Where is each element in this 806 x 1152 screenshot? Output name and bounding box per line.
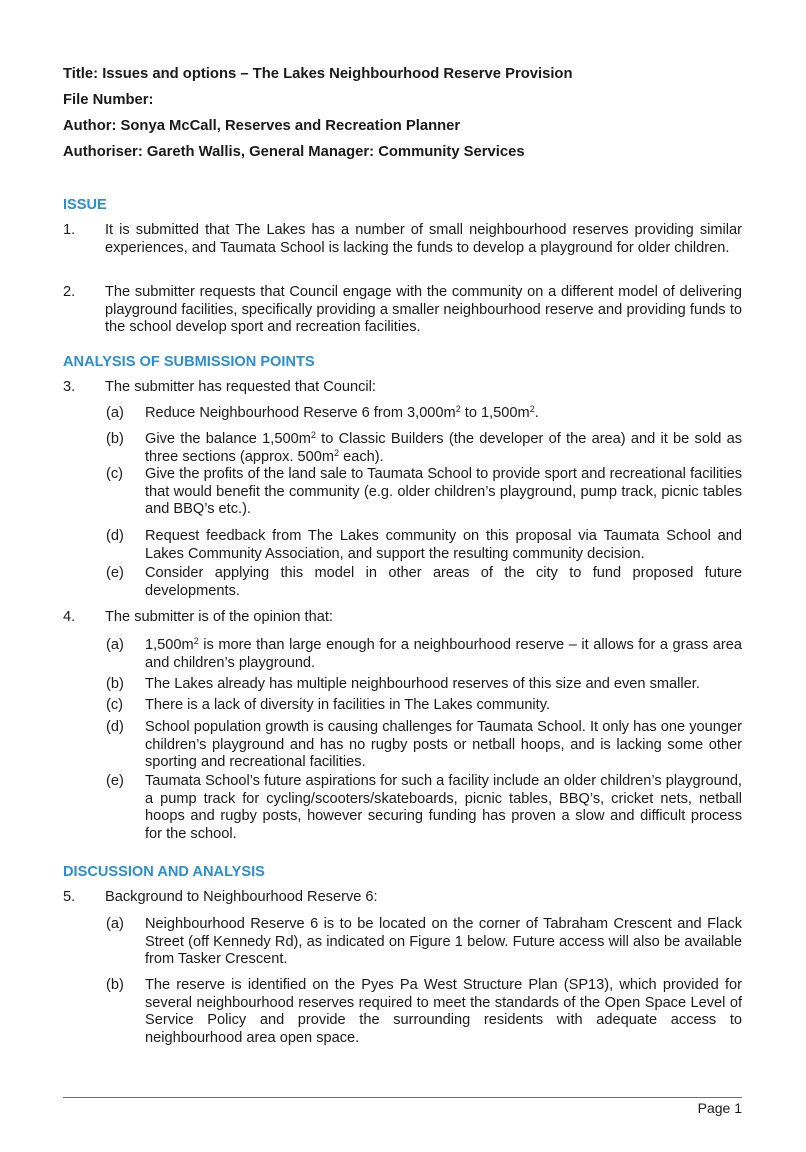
page-number: Page 1: [697, 1100, 742, 1116]
superscript: 2: [529, 404, 535, 414]
item-text: The submitter is of the opinion that:: [105, 609, 333, 625]
sub-text: Taumata School’s future aspirations for such a facility include an older children’s playground, a pump track for cycling/scooters/skateboards, picnic tables, BBQ’s, cricket nets, netball hoops and rugby posts, however securing funding has proven a slow and difficult process for the school.: [145, 773, 742, 842]
item-number: 4.: [63, 609, 76, 625]
file-number: File Number:: [63, 92, 154, 108]
sub-text: Neighbourhood Reserve 6 is to be located on the corner of Tabraham Crescent and Flack Street (off Kennedy Rd), as indicated on Figure 1 below. Future access will also be available from Tasker Crescent.: [145, 916, 742, 967]
sub-text: Request feedback from The Lakes community on this proposal via Taumata School and Lakes Community Association, and support the resulting community decision.: [145, 528, 742, 562]
item-text: The submitter has requested that Council:: [105, 379, 376, 395]
sub-label: (b): [106, 977, 124, 993]
footer-divider: [63, 1097, 742, 1098]
sub-text: Give the balance $1,500m^2$ to Classic Builders (the developer of the area) and it be sold as three sections (approx. $500m^2$ each).: [145, 430, 742, 465]
sub-label: (c): [106, 466, 124, 482]
item-number: 3.: [63, 379, 76, 395]
section-heading-analysis: ANALYSIS OF SUBMISSION POINTS: [63, 354, 315, 370]
superscript: 2: [310, 430, 316, 440]
superscript: 2: [455, 404, 461, 414]
sub-label: (d): [106, 719, 124, 735]
superscript: 2: [334, 447, 340, 458]
item-number: 2.: [63, 284, 76, 300]
item-number: 1.: [63, 222, 76, 238]
sub-label: (a): [106, 916, 124, 932]
sub-label: (b): [106, 676, 124, 692]
superscript: 2: [193, 636, 199, 646]
sub-label: (a): [106, 405, 124, 421]
item-text: The submitter requests that Council engage with the community on a different model of delivering playground facilities, specifically providing a smaller neighbourhood reserve and providing funds to the school develop sport and recreation facilities.: [105, 284, 742, 335]
section-heading-discussion: DISCUSSION AND ANALYSIS: [63, 864, 265, 880]
sub-text: School population growth is causing challenges for Taumata School. It only has one younger children’s playground and has no rugby posts or netball hoops, and is lacking some other sporting and recreational facilities.: [145, 719, 742, 770]
report-title: Title: Issues and options – The Lakes Neighbourhood Reserve Provision: [63, 66, 573, 82]
sub-label: (d): [106, 528, 124, 544]
sub-text: Give the profits of the land sale to Taumata School to provide sport and recreational facilities that would benefit the community (e.g. older children’s playground, pump track, picnic tables and BBQ’s etc.).: [145, 466, 742, 517]
section-heading-issue: ISSUE: [63, 197, 107, 213]
sub-text: $1,500m^2$ is more than large enough for a neighbourhood reserve – it allows for a grass area and children’s playground.: [145, 636, 742, 671]
sub-text: Reduce Neighbourhood Reserve 6 from $3,000m^2$ to $1,500m^2$.: [145, 404, 539, 421]
sub-label: (e): [106, 773, 124, 789]
sub-label: (e): [106, 565, 124, 581]
sub-label: (c): [106, 697, 124, 713]
sub-label: (b): [106, 431, 124, 447]
author-line: Author: Sonya McCall, Reserves and Recreation Planner: [63, 118, 461, 134]
authoriser-line: Authoriser: Gareth Wallis, General Manager: Community Services: [63, 144, 525, 160]
item-text: Background to Neighbourhood Reserve 6:: [105, 889, 378, 905]
sub-text: There is a lack of diversity in facilities in The Lakes community.: [145, 697, 550, 713]
sub-label: (a): [106, 637, 124, 653]
item-number: 5.: [63, 889, 76, 905]
sub-text: The Lakes already has multiple neighbourhood reserves of this size and even smaller.: [145, 676, 700, 692]
sub-text: The reserve is identified on the Pyes Pa West Structure Plan (SP13), which provided for several neighbourhood reserves required to meet the standards of the Open Space Level of Service Policy and provide the surrounding residents with adequate access to neighbourhood area open space.: [145, 977, 742, 1046]
sub-text: Consider applying this model in other areas of the city to fund proposed future developments.: [145, 565, 742, 599]
item-text: It is submitted that The Lakes has a number of small neighbourhood reserves providing similar experiences, and Taumata School is lacking the funds to develop a playground for older children.: [105, 222, 742, 256]
